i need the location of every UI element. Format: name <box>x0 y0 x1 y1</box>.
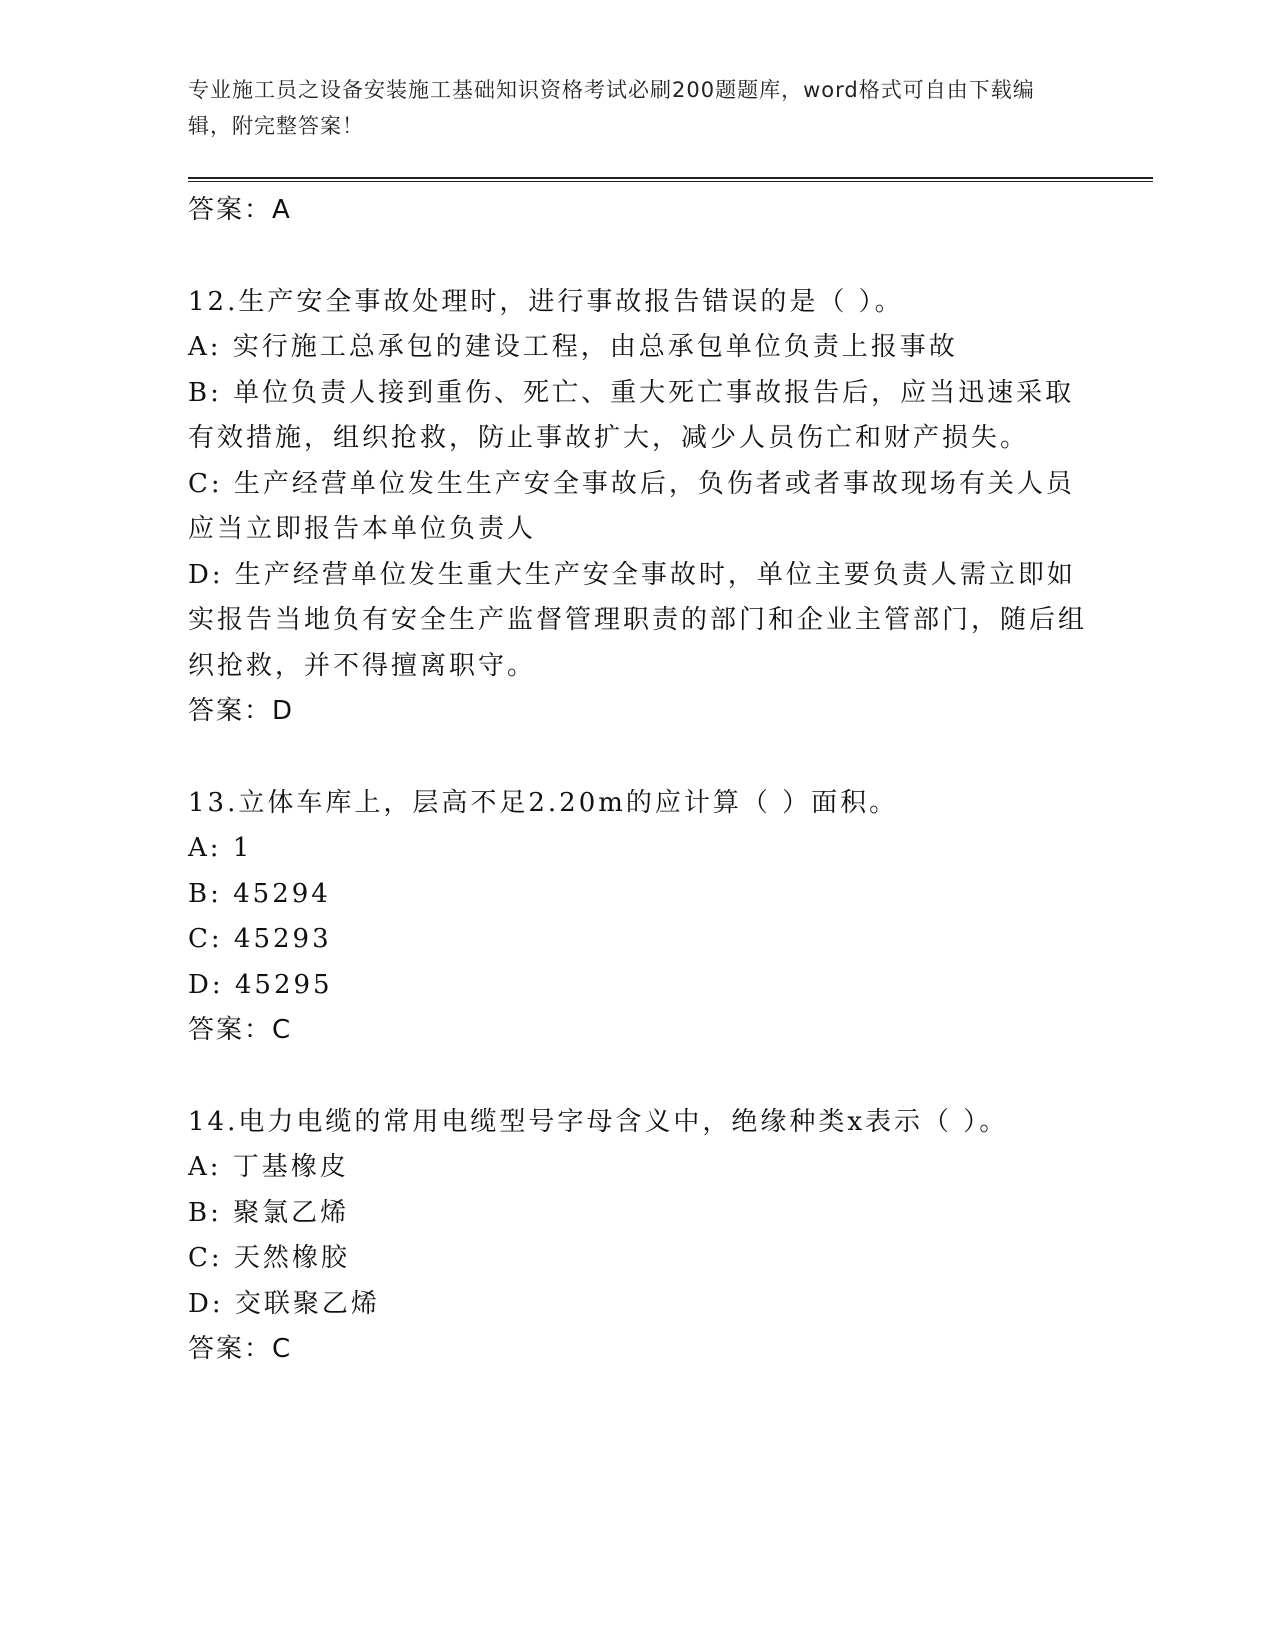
answer-line: 答案：C <box>188 1334 293 1364</box>
question-block <box>188 280 1088 735</box>
answer-line: 答案：C <box>188 1015 293 1045</box>
option-c: C: 45293 <box>188 924 332 954</box>
spacer <box>188 234 1088 280</box>
option-c: C: 天然橡胶 <box>188 1243 350 1273</box>
option-d: D: 45295 <box>188 969 333 1000</box>
option-b: B: 单位负责人接到重伤、死亡、重大死亡事故报告后，应当迅速采取有效措施，组织抢救，防止事故扩大，减少人员伤亡和财产损失。 <box>188 377 1075 453</box>
option-b: B: 45294 <box>188 878 331 909</box>
option-d: D: 生产经营单位发生重大生产安全事故时，单位主要负责人需立即如实报告当地负有安全生产监督管理职责的部门和企业主管部门，随后组织抢救，并不得擅离职守。 <box>188 559 1088 681</box>
option-c: C: 生产经营单位发生生产安全事故后，负伤者或者事故现场有关人员应当立即报告本单位负责人 <box>188 468 1075 544</box>
option-d: D: 交联聚乙烯 <box>188 1288 380 1319</box>
spacer <box>188 1054 1088 1100</box>
question-block <box>188 781 1088 1054</box>
option-a: A: 1 <box>188 833 253 863</box>
spacer <box>188 735 1088 781</box>
question-stem: 13.立体车库上，层高不足2.20m的应计算（ ）面积。 <box>188 787 899 818</box>
answer-line: 答案：D <box>188 696 295 726</box>
option-a: A: 实行施工总承包的建设工程，由总承包单位负责上报事故 <box>188 332 958 362</box>
question-content <box>188 188 1088 1373</box>
question-stem: 14.电力电缆的常用电缆型号字母含义中，绝缘种类x表示（ ）。 <box>188 1106 1009 1137</box>
option-b: B: 聚氯乙烯 <box>188 1197 350 1228</box>
question-stem: 12.生产安全事故处理时，进行事故报告错误的是（ ）。 <box>188 286 904 317</box>
header-divider <box>188 177 1153 182</box>
question-block <box>188 1100 1088 1373</box>
answer-line: 答案：A <box>188 195 292 225</box>
option-a: A: 丁基橡皮 <box>188 1152 349 1182</box>
document-header: 专业施工员之设备安装施工基础知识资格考试必刷200题题库，word格式可自由下载编辑，附完整答案！ <box>188 78 1035 138</box>
